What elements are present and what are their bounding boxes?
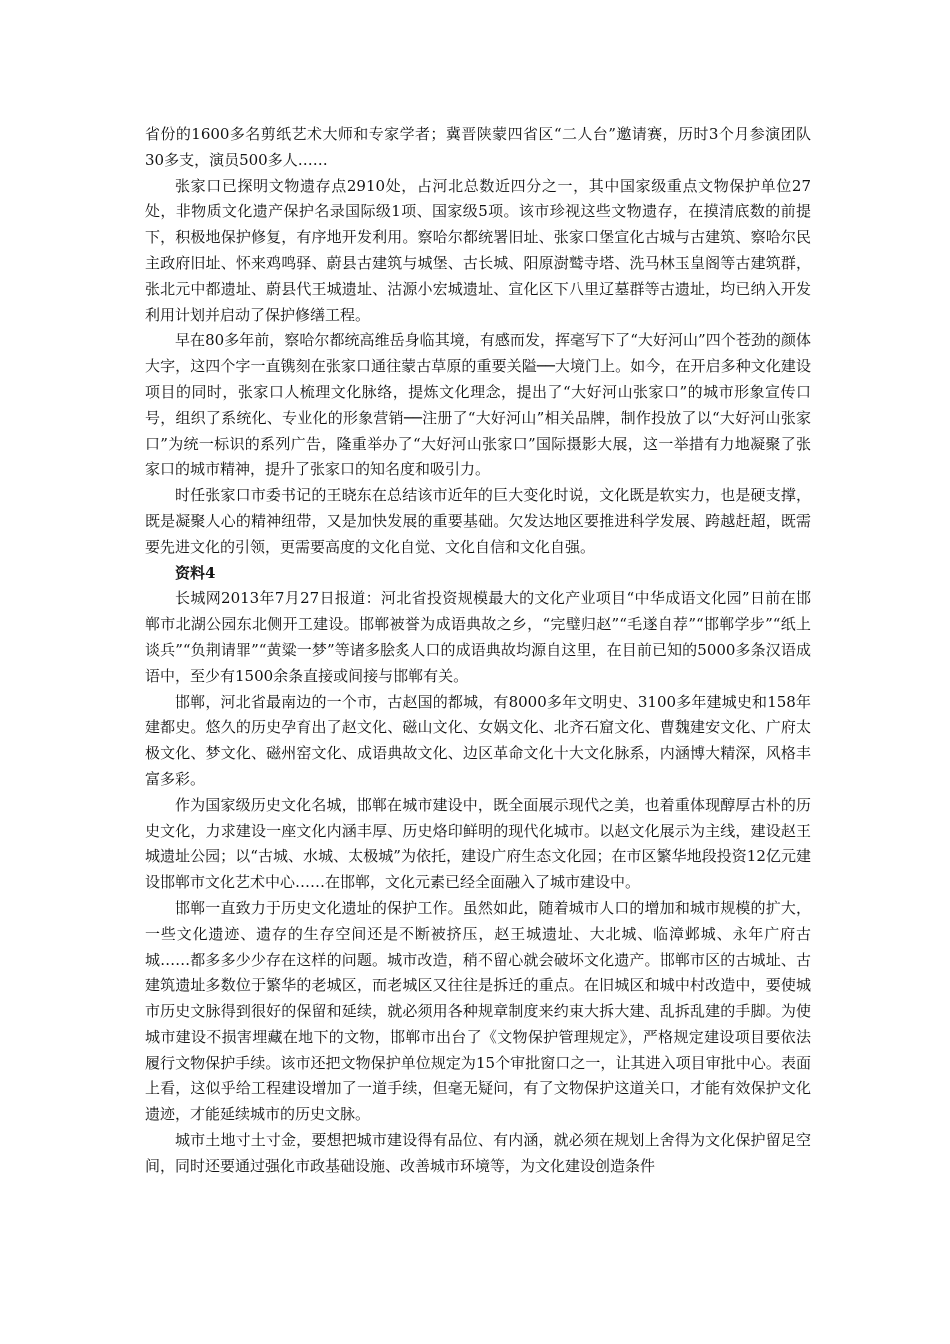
paragraph-7: 作为国家级历史文化名城，邯郸在城市建设中，既全面展示现代之美，也着重体现醇厚古朴的历史文化，力求建设一座文化内涵丰厚、历史烙印鲜明的现代化城市。以赵文化展示为主线，建设赵王城遗址公园；以“古城、水城、太极城”为依托，建设广府生态文化园；在市区繁华地段投资12亿元建设邯郸市文化艺术中心……在邯郸，文化元素已经全面融入了城市建设中。 (145, 795, 811, 892)
paragraph-2: 张家口已探明文物遗存点2910处，占河北总数近四分之一，其中国家级重点文物保护单位27处，非物质文化遗产保护名录国际级1项、国家级5项。该市珍视这些文物遗存，在摸清底数的前提下，积极地保护修复，有序地开发利用。察哈尔都统署旧址、张家口堡宣化古城与古建筑、察哈尔民主政府旧址、怀来鸡鸣驿、蔚县古建筑与城堡、古长城、阳原澍鹫寺塔、洗马林玉皇阁等古建筑群，张北元中都遗址、蔚县代王城遗址、沽源小宏城遗址、宣化区下八里辽墓群等古遗址，均已纳入开发利用计划并启动了保护修缮工程。 (145, 176, 811, 324)
paragraph-9: 城市土地寸土寸金，要想把城市建设得有品位、有内涵，就必须在规划上舍得为文化保护留足空间，同时还要通过强化市政基础设施、改善城市环境等，为文化建设创造条件 (145, 1131, 811, 1175)
paragraph-4: 时任张家口市委书记的王晓东在总结该市近年的巨大变化时说，文化既是软实力，也是硬支撑，既是凝聚人心的精神纽带，又是加快发展的重要基础。欠发达地区要推进科学发展、跨越赶超，既需要先进文化的引领，更需要高度的文化自觉、文化自信和文化自强。 (145, 486, 811, 556)
document-page (145, 122, 811, 1180)
section-heading-material-4 (145, 561, 811, 587)
paragraph-5: 长城网2013年7月27日报道：河北省投资规模最大的文化产业项目“中华成语文化园”日前在邯郸市北湖公园东北侧开工建设。邯郸被誉为成语典故之乡，“完璧归赵”“毛遂自荐”“邯郸学步”“纸上谈兵”“负荆请罪”“黄粱一梦”等诸多脍炙人口的成语典故均源自这里，在目前已知的5000多条汉语成语中，至少有1500余条直接或间接与邯郸有关。 (145, 589, 811, 685)
paragraph-6: 邯郸，河北省最南边的一个市，古赵国的都城，有8000多年文明史、3100多年建城史和158年建都史。悠久的历史孕育出了赵文化、磁山文化、女娲文化、北齐石窟文化、曹魏建安文化、广府太极文化、梦文化、磁州窑文化、成语典故文化、边区革命文化十大文化脉系，内涵博大精深，风格丰富多彩。 (145, 692, 811, 788)
section-heading-text: 资料4 (175, 563, 216, 582)
paragraph-8: 邯郸一直致力于历史文化遗址的保护工作。虽然如此，随着城市人口的增加和城市规模的扩大，一些文化遗迹、遗存的生存空间还是不断被挤压，赵王城遗址、大北城、临漳邺城、永年广府古城……都多多少少存在这样的问题。城市改造，稍不留心就会破坏文化遗产。邯郸市区的古城址、古建筑遗址多数位于繁华的老城区，而老城区又往往是拆迁的重点。在旧城区和城中村改造中，要使城市历史文脉得到很好的保留和延续，就必须用各种规章制度来约束大拆大建、乱拆乱建的手脚。为使城市建设不损害埋藏在地下的文物，邯郸市出台了《文物保护管理规定》，严格规定建设项目要依法履行文物保护手续。该市还把文物保护单位规定为15个审批窗口之一，让其进入项目审批中心。表面上看，这似乎给工程建设增加了一道手续，但毫无疑问，有了文物保护这道关口，才能有效保护文化遗迹，才能延续城市的历史文脉。 (145, 898, 811, 1124)
paragraph-1: 省份的1600多名剪纸艺术大师和专家学者；冀晋陕蒙四省区“二人台”邀请赛，历时3个月参演团队30多支，演员500多人…… (145, 125, 811, 169)
paragraph-3: 早在80多年前，察哈尔都统高维岳身临其境，有感而发，挥毫写下了“大好河山”四个苍劲的颜体大字，这四个字一直镌刻在张家口通往蒙古草原的重要关隘──大境门上。如今，在开启多种文化建设项目的同时，张家口人梳理文化脉络，提炼文化理念，提出了“大好河山张家口”的城市形象宣传口号，组织了系统化、专业化的形象营销──注册了“大好河山”相关品牌，制作投放了以“大好河山张家口”为统一标识的系列广告，隆重举办了“大好河山张家口”国际摄影大展，这一举措有力地凝聚了张家口的城市精神，提升了张家口的知名度和吸引力。 (145, 331, 811, 479)
